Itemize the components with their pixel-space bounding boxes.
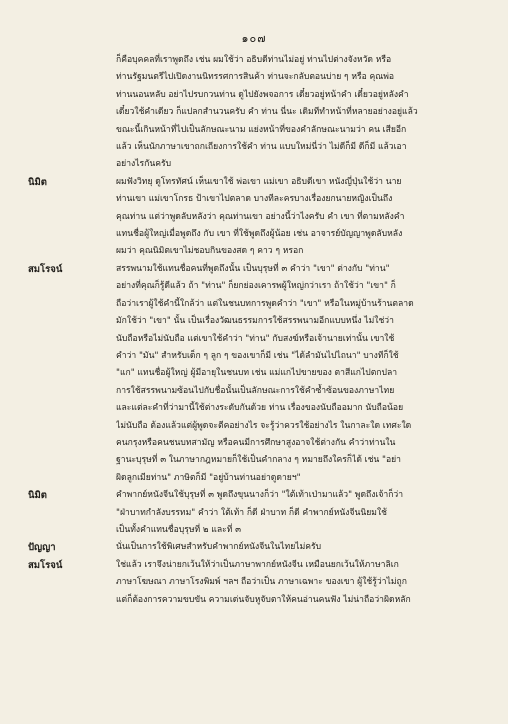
text-line: นั่นเป็นการใช้พิเศษสำหรับคำพากย์หนังจีนในไทยไม่ครับ — [116, 542, 322, 553]
speech-text — [116, 174, 488, 261]
text-line: ไม่นับถือ ต้องแล้วแต่ผู้พูดจะตีคอย่างไร จะรู้ว่าควรใช้อย่างไร ในกาละใด เทศะใด — [116, 420, 412, 431]
dialogue-entry — [28, 174, 488, 261]
text-line: อย่างไรกันครับ — [116, 159, 172, 170]
text-line: ผมฟังวิทยุ ดูโทรทัศน์ เห็นเขาใช้ พ่อเขา แม่เขา อธิบดีเขา หนังญี่ปุ่นใช้ว่า นาย — [116, 176, 402, 187]
speech-text — [116, 261, 488, 487]
speaker-name: นิมิต — [28, 490, 47, 502]
text-line: ท่านนอนหลับ อย่าไปรบกวนท่าน ดูไปยังพจอการ เดี๋ยวอยู่หน้าคำ เดี๋ยวอยู่หลังคำ — [116, 89, 409, 100]
text-line: "ฝ่าบาทกำลังบรรทม" คำว่า ใต้เท้า ก็ดี ฝ่าบาท ก็ดี คำพากย์หนังจีนนิยมใช้ — [116, 507, 387, 518]
text-line: อย่างที่คุณก็รู้ดีแล้ว ถ้า "ท่าน" ก็ยกย่องเคารพผู้ใหญ่กว่าเรา ถ้าใช้ว่า "เขา" ก็ — [116, 281, 396, 292]
speech-text — [116, 557, 488, 609]
text-line: คำว่า "มัน" สำหรับเด็ก ๆ ลูก ๆ ของเขาก็มี เช่น "ได้ลำมันไปไถนา" บางทีก็ใช้ — [116, 350, 399, 361]
text-line: แทนชื่อผู้ใหญ่เมื่อพูดถึง กับ เขา ที่ใช้พูดถึงผู้น้อย เช่น อาจารย์บัญญาพูดลับหลัง — [116, 229, 403, 240]
text-line: ถือว่าเราผู้ใช้คำนี้ใกล้ว่า แต่ในชนบทการพูดคำว่า "เขา" หรือในหมู่บ้านร้านตลาด — [116, 298, 414, 309]
text-line: นับถือหรือไม่นับถือ แต่เขาใช้คำว่า "ท่าน" กับสงฆ์หรือเจ้านายเท่านั้น เขาใช้ — [116, 333, 395, 344]
text-line: การใช้สรรพนามซ้อนไปกับชื่อนั้นเป็นลักษณะการใช้คำซ้ำซ้อนของภาษาไทย — [116, 385, 395, 396]
text-line: เดี๋ยวใช้คำเดียว ก็แปลกสำนวนครับ คำ ท่าน นี่นะ เดิมทีทำหน้าที่หลายอย่างอยู่แล้ว — [116, 107, 418, 118]
text-line: แล้ว เห็นนักภาษาเขาถกเถียงการใช้คำ ท่าน แบบใหม่นี่ว่า ไม่ดีก็มี ดีก็มี แล้วเอา — [116, 142, 407, 153]
text-line: ใช่แล้ว เราจึงน่ายกเว้นให้ว่าเป็นภาษาพากย์หนังจีน เหมือนยกเว้นให้ภาษาลิเก — [116, 559, 399, 570]
page-number: ๑๐๗ — [241, 32, 267, 45]
dialogue-body — [28, 52, 488, 609]
text-line: ฐานะบุรุษที่ ๓ ในภาษากฎหมายก็ใช้เป็นคำกลาง ๆ หมายถึงใครก็ได้ เช่น "อย่า — [116, 455, 401, 466]
text-line: ภาษาโฆษณา ภาษาโรงพิมพ์ ฯลฯ ถือว่าเป็น ภาษาเฉพาะ ของเขา ผู้ใช้รู้ว่าไม่ถูก — [116, 577, 407, 588]
text-line: ขณะนี้เกินหน้าที่ไปเป็นลักษณะนาม แย่งหน้าที่ของคำลักษณะนามว่า คน เสียอีก — [116, 124, 407, 135]
speech-text — [116, 487, 488, 539]
speaker-name: สมโรจน์ — [28, 263, 63, 275]
text-line: คุณท่าน แต่ว่าพูดลับหลังว่า คุณท่านเขา อย่างนี้ว่าไงครับ คำ เขา ที่ตามหลังคำ — [116, 211, 405, 222]
dialogue-entry — [28, 539, 488, 556]
text-line: คนกรุงหรือคนชนบทสามัญ หรือคนมีการศึกษาสูงอาจใช้ต่างกัน คำว่าท่านใน — [116, 437, 396, 448]
speech-text — [116, 52, 488, 174]
text-line: ผมว่า คุณนิมิตเขาไม่ชอบกินของสด ๆ คาว ๆ หรอก — [116, 246, 304, 257]
text-line: มักใช้ว่า "เขา" นั้น เป็นเรื่องวัฒนธรรมการใช้สรรพนามอีกแบบหนึ่ง ไม่ใช่ว่า — [116, 316, 394, 327]
speaker-name: สมโรจน์ — [28, 559, 63, 571]
text-line: ก็คือบุคคลที่เราพูดถึง เช่น ผมใช้ว่า อธิบดีท่านไม่อยู่ ท่านไปต่างจังหวัด หรือ — [116, 55, 392, 65]
text-line: ท่านเขา แม่เขาโกรธ ป้าเขาไปตลาด บางทีละครบางเรื่องยกนายหญิงเป็นถึง — [116, 194, 393, 205]
text-line: ผิดลูกเมียท่าน" ภาษิตก็มี "อยู่บ้านท่านอย่าดูดายฯ" — [116, 472, 301, 483]
dialogue-entry — [28, 261, 488, 487]
speaker-name — [28, 52, 116, 174]
text-line: เป็นทั้งคำแทนชื่อบุรุษที่ ๒ และที่ ๓ — [116, 524, 241, 535]
dialogue-entry — [28, 52, 488, 174]
text-line: "แก" แทนชื่อผู้ใหญ่ ผู้มีอายุในชนบท เช่น แม่แกไปขายของ ตาสีแกไปตกปลา — [116, 368, 398, 379]
speaker-name: ปัญญา — [28, 542, 56, 554]
dialogue-entry — [28, 487, 488, 539]
text-line: ท่านรัฐมนตรีไปเปิดงานนิทรรศการสินค้า ท่านจะกลับตอนบ่าย ๆ หรือ คุณพ่อ — [116, 72, 395, 83]
text-line: คำพากย์หนังจีนใช้บุรุษที่ ๓ พูดถึงขุนนางก็ว่า "ใต้เท้าเป่ามาแล้ว" พูดถึงเจ้าก็ว่า — [116, 490, 404, 501]
text-line: สรรพนามใช้แทนชื่อคนที่พูดถึงนั้น เป็นบุรุษที่ ๓ คำว่า "เขา" ต่างกับ "ท่าน" — [116, 263, 390, 274]
text-line: และแต่ละคำที่ว่ามานี้ใช้ต่างระดับกันด้วย ท่าน เรื่องของนับถืออมาก นับถือน้อย — [116, 403, 404, 414]
speech-text — [116, 539, 488, 556]
speaker-name: นิมิต — [28, 176, 47, 188]
text-line: แต่ก็ต้องการความขบขัน ความเด่นจับหูจับตาให้คนอ่านคนฟัง ไม่น่าถือว่าผิดหลัก — [116, 594, 411, 605]
dialogue-entry — [28, 557, 488, 609]
